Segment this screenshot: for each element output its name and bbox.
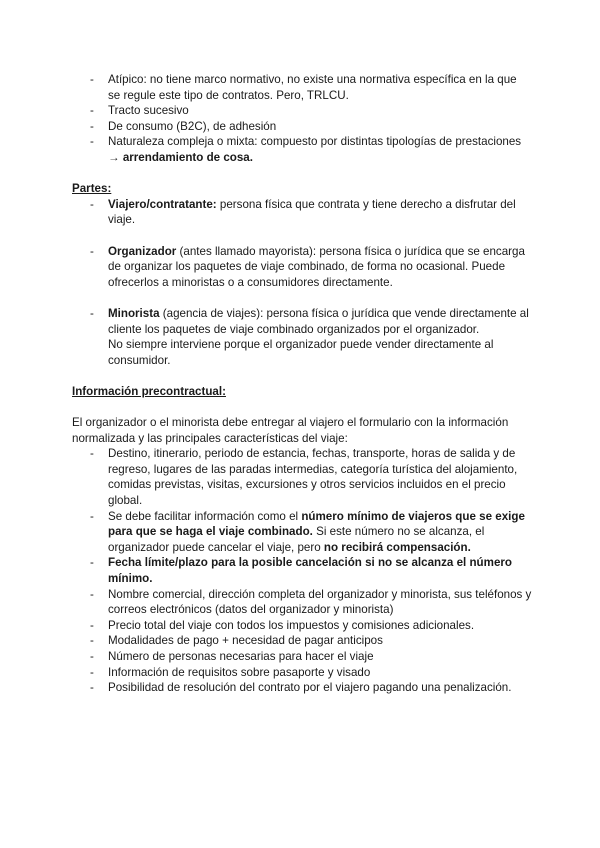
- minorista-definition: (agencia de viajes): persona física o jurídica que vende directamente al cliente los paquetes de viaje combinado organizados por el organizador.: [108, 306, 529, 336]
- list-item: [72, 509, 532, 556]
- document-content: [72, 72, 532, 696]
- organizador-definition: (antes llamado mayorista): persona física o jurídica que se encarga de organizar los paquetes de viaje combinado, de forma no ocasional. Puede ofrecerlos a minoristas o a consumidores directamente.: [108, 244, 525, 289]
- organizador-term: Organizador: [108, 244, 177, 258]
- naturaleza-text: Naturaleza compleja o mixta: compuesto por distintas tipologías de prestaciones →: [108, 135, 522, 164]
- info-title: Información precontractual:: [72, 384, 226, 398]
- minimo-text-c: Si este número no se alcanza, el organizador puede cancelar el viaje, pero: [108, 525, 485, 554]
- viajero-definition: persona física que contrata y tiene derecho a disfrutar del viaje.: [108, 197, 516, 227]
- list-item: - Posibilidad de resolución del contrato por el viajero pagando una penalización.: [72, 680, 532, 696]
- list-item: [72, 244, 532, 291]
- list-item: [72, 555, 532, 586]
- list-item: - Atípico: no tiene marco normativo, no existe una normativa específica en la que se regule este tipo de contratos. Pero, TRLCU.: [72, 72, 532, 103]
- minimo-bold-b: número mínimo de viajeros que se exige para que se haga el viaje combinado.: [108, 509, 525, 539]
- list-item: [72, 197, 532, 228]
- list-item: - Modalidades de pago + necesidad de pagar anticipos: [72, 633, 532, 649]
- viajero-term: Viajero/contratante:: [108, 197, 217, 211]
- list-item: - Tracto sucesivo: [72, 103, 532, 119]
- minimo-text-a: Se debe facilitar información como el: [108, 509, 302, 523]
- partes-list: [72, 197, 532, 228]
- fecha-limite: Fecha límite/plazo para la posible cancelación si no se alcanza el número mínimo.: [108, 556, 512, 585]
- list-item: - Información de requisitos sobre pasaporte y visado: [72, 665, 532, 681]
- intro-list: [72, 72, 532, 166]
- partes-list-3: [72, 306, 532, 368]
- info-list: [72, 446, 532, 696]
- list-item: - Precio total del viaje con todos los impuestos y comisiones adicionales.: [72, 618, 532, 634]
- list-item: [72, 306, 532, 368]
- partes-list-2: [72, 244, 532, 291]
- list-item: - Número de personas necesarias para hacer el viaje: [72, 649, 532, 665]
- partes-title: Partes:: [72, 182, 112, 196]
- list-item: [72, 134, 532, 165]
- minorista-note: No siempre interviene porque el organizador puede vender directamente al consumidor.: [108, 338, 494, 367]
- list-item: - Destino, itinerario, periodo de estancia, fechas, transporte, horas de salida y de regreso, lugares de las paradas intermedias, categoría turística del alojamiento, comidas previstas, visitas, excursiones y otros servicios incluidos en el precio global.: [72, 446, 532, 508]
- info-intro: El organizador o el minorista debe entregar al viajero el formulario con la información normalizada y las principales características del viaje:: [72, 416, 509, 445]
- list-item: - De consumo (B2C), de adhesión: [72, 119, 532, 135]
- minorista-term: Minorista: [108, 306, 160, 320]
- list-item: - Nombre comercial, dirección completa del organizador y minorista, sus teléfonos y correos electrónicos (datos del organizador y minorista): [72, 587, 532, 618]
- minimo-bold-d: no recibirá compensación.: [323, 540, 471, 554]
- naturaleza-bold: arrendamiento de cosa.: [122, 150, 253, 164]
